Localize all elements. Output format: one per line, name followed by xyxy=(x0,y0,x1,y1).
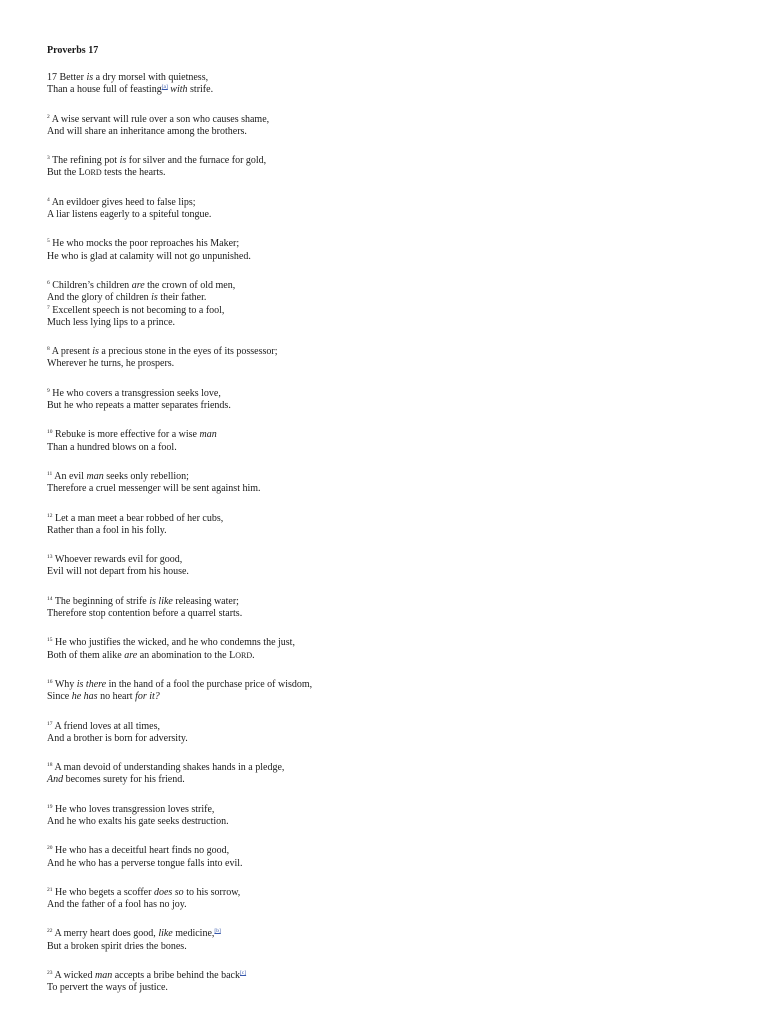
verse-19 xyxy=(47,804,727,829)
verse-number: 6 xyxy=(47,279,50,286)
italic-text: does so xyxy=(153,886,184,898)
verse-text: seeks only rebellion; xyxy=(103,470,189,482)
italic-text: are xyxy=(131,279,145,291)
italic-text: is there xyxy=(76,678,107,690)
verse-text: an abomination to the L xyxy=(137,649,236,661)
verse-text: And a brother is born for adversity. xyxy=(47,732,188,744)
verse-text: Therefore a cruel messenger will be sent against him. xyxy=(47,483,261,495)
verse-line xyxy=(47,733,727,745)
verse-text: Children’s children xyxy=(49,279,132,291)
verse-number: 16 xyxy=(47,678,53,685)
verse-15 xyxy=(47,637,727,662)
verse-number: 19 xyxy=(47,803,53,810)
verse-17 xyxy=(47,721,727,746)
verse-line xyxy=(47,280,727,292)
verse-text: A liar listens eagerly to a spiteful tongue. xyxy=(47,209,212,221)
verse-text: Wherever he turns, he prospers. xyxy=(47,358,175,370)
verse-line xyxy=(47,608,727,620)
verse-line xyxy=(47,982,727,994)
verse-text: Let a man meet a bear robbed of her cubs, xyxy=(52,512,224,524)
verse-line xyxy=(47,197,727,209)
verse-text: A man devoid of understanding shakes hands in a pledge, xyxy=(52,762,285,774)
footnote-link[interactable]: [b] xyxy=(214,928,221,935)
verse-text: He who loves transgression loves strife, xyxy=(52,803,215,815)
italic-text: are xyxy=(124,649,138,661)
verse-line xyxy=(47,691,727,703)
verse-line xyxy=(47,928,727,940)
verse-23 xyxy=(47,970,727,995)
verse-text: The beginning of strife xyxy=(52,595,150,607)
italic-text: with xyxy=(170,84,188,96)
verse-text: . xyxy=(252,649,255,661)
verse-9 xyxy=(47,388,727,413)
verse-text: ORD xyxy=(84,168,102,178)
verse-number: 3 xyxy=(47,155,50,162)
verse-text: He who begets a scoffer xyxy=(52,886,154,898)
verse-number: 23 xyxy=(47,970,53,977)
verse-10 xyxy=(47,429,727,454)
verse-text: But the L xyxy=(47,167,85,179)
verse-line xyxy=(47,970,727,982)
italic-text: for it? xyxy=(135,691,160,703)
verse-number: 17 xyxy=(47,720,53,727)
verse-text: Much less lying lips to a prince. xyxy=(47,316,176,328)
verse-text: ORD xyxy=(235,650,253,660)
footnote-link[interactable]: [c] xyxy=(239,970,247,977)
verse-number: 8 xyxy=(47,346,50,353)
verse-text: accepts a bribe behind the back xyxy=(112,970,240,982)
verse-text: Whoever rewards evil for good, xyxy=(52,554,183,566)
verse-line xyxy=(47,155,727,167)
verse-text: Evil will not depart from his house. xyxy=(47,566,189,578)
verse-number: 7 xyxy=(47,304,50,311)
verse-line xyxy=(47,209,727,221)
italic-text: like xyxy=(158,928,173,940)
italic-text: is xyxy=(92,346,99,358)
verse-text: An evil xyxy=(52,470,87,482)
verse-text: becomes surety for his friend. xyxy=(63,774,185,786)
verse-line xyxy=(47,513,727,525)
verse-number: 20 xyxy=(47,845,53,852)
verse-18 xyxy=(47,762,727,787)
verse-number: 4 xyxy=(47,196,50,203)
verse-line xyxy=(47,305,727,317)
verse-line xyxy=(47,721,727,733)
verse-line xyxy=(47,388,727,400)
verse-list xyxy=(47,72,727,995)
verse-line xyxy=(47,442,727,454)
verse-text: Both of them alike xyxy=(47,649,125,661)
verse-line xyxy=(47,774,727,786)
verse-line xyxy=(47,429,727,441)
verse-line xyxy=(47,483,727,495)
verse-number: 5 xyxy=(47,238,50,245)
verse-text: strife. xyxy=(187,84,214,96)
verse-text: And he who exalts his gate seeks destruction. xyxy=(47,815,229,827)
italic-text: And xyxy=(47,774,64,786)
verse-line xyxy=(47,596,727,608)
verse-13 xyxy=(47,554,727,579)
chapter-title: Proverbs 17 xyxy=(47,45,99,56)
verse-text: And will share an inheritance among the brothers. xyxy=(47,125,247,137)
verse-line xyxy=(47,317,727,329)
verse-number: 17 xyxy=(47,72,57,83)
verse-number: 13 xyxy=(47,554,53,561)
verse-text: A present xyxy=(49,346,93,358)
verse-text: medicine, xyxy=(172,928,215,940)
verse-4 xyxy=(47,197,727,222)
verse-line xyxy=(47,84,727,96)
verse-line xyxy=(47,637,727,649)
italic-text: he has xyxy=(71,691,98,703)
verse-line xyxy=(47,899,727,911)
verse-line xyxy=(47,941,727,953)
verse-text: releasing water; xyxy=(172,595,239,607)
verse-number: 12 xyxy=(47,512,53,519)
verse-text: And the glory of children xyxy=(47,292,152,304)
italic-text: is xyxy=(119,155,127,167)
verse-text: Rather than a fool in his folly. xyxy=(47,524,167,536)
verse-text: Excellent speech is not becoming to a fool, xyxy=(49,304,225,316)
verse-line xyxy=(47,762,727,774)
verse-1 xyxy=(47,72,727,97)
verse-text: He who justifies the wicked, and he who condemns the just, xyxy=(52,637,295,649)
verse-number: 14 xyxy=(47,595,53,602)
verse-14 xyxy=(47,596,727,621)
verse-text: Therefore stop contention before a quarrel starts. xyxy=(47,608,243,620)
verse-text: A wise servant will rule over a son who causes shame, xyxy=(49,113,270,125)
verse-line xyxy=(47,566,727,578)
verse-line xyxy=(47,292,727,304)
verse-5 xyxy=(47,238,727,263)
verse-line xyxy=(47,816,727,828)
verse-text: He who covers a transgression seeks love, xyxy=(49,387,221,399)
verse-text: the crown of old men, xyxy=(144,279,236,291)
verse-line xyxy=(47,346,727,358)
italic-text: is xyxy=(151,292,158,304)
italic-text: man xyxy=(199,429,217,441)
verse-text: A wicked xyxy=(52,970,95,982)
verse-text: no heart xyxy=(97,691,136,703)
verse-text: An evildoer gives heed to false lips; xyxy=(49,196,196,208)
verse-line xyxy=(47,126,727,138)
verse-line xyxy=(47,114,727,126)
verse-text: He who mocks the poor reproaches his Maker; xyxy=(49,238,240,250)
verse-12 xyxy=(47,513,727,538)
verse-line xyxy=(47,804,727,816)
verse-text: a precious stone in the eyes of its possessor; xyxy=(98,346,278,358)
verse-text: A merry heart does good, xyxy=(52,928,159,940)
verse-number: 2 xyxy=(47,113,50,120)
verse-3 xyxy=(47,155,727,180)
verse-line xyxy=(47,845,727,857)
verse-text: a dry morsel with quietness, xyxy=(93,72,209,83)
verse-line xyxy=(47,650,727,662)
verse-21 xyxy=(47,887,727,912)
verse-8 xyxy=(47,346,727,371)
italic-text: man xyxy=(95,970,113,982)
verse-line xyxy=(47,72,727,84)
verse-line xyxy=(47,167,727,179)
verse-11 xyxy=(47,471,727,496)
verse-text: But a broken spirit dries the bones. xyxy=(47,940,187,952)
verse-line xyxy=(47,554,727,566)
verse-number: 21 xyxy=(47,886,53,893)
verse-20 xyxy=(47,845,727,870)
verse-line xyxy=(47,238,727,250)
verse-line xyxy=(47,887,727,899)
verse-16 xyxy=(47,679,727,704)
verse-22 xyxy=(47,928,727,953)
verse-text: And the father of a fool has no joy. xyxy=(47,899,187,911)
verse-text: And he who has a perverse tongue falls into evil. xyxy=(47,857,243,869)
italic-text: is xyxy=(86,72,94,83)
verse-text: for silver and the furnace for gold, xyxy=(126,155,267,167)
verse-text: Than a hundred blows on a fool. xyxy=(47,441,177,453)
verse-text: tests the hearts. xyxy=(101,167,166,179)
verse-text: Better xyxy=(57,72,87,83)
verse-number: 10 xyxy=(47,429,53,436)
footnote-link[interactable]: [a] xyxy=(161,84,168,91)
verse-number: 11 xyxy=(47,470,53,477)
verse-text: Rebuke is more effective for a wise xyxy=(52,429,200,441)
verse-line xyxy=(47,400,727,412)
verse-text: He who has a deceitful heart finds no good, xyxy=(52,845,230,857)
verse-line xyxy=(47,525,727,537)
verse-text: The refining pot xyxy=(49,155,120,167)
italic-text: is like xyxy=(149,595,173,607)
verse-text: their father. xyxy=(157,292,207,304)
verse-text: But he who repeats a matter separates friends. xyxy=(47,400,231,412)
verse-text: He who is glad at calamity will not go unpunished. xyxy=(47,250,251,262)
document-page xyxy=(47,45,727,995)
verse-7 xyxy=(47,305,727,330)
verse-line xyxy=(47,858,727,870)
verse-line xyxy=(47,358,727,370)
verse-text: To pervert the ways of justice. xyxy=(47,982,168,994)
verse-2 xyxy=(47,114,727,139)
verse-text: Why xyxy=(52,678,77,690)
verse-text: Than a house full of feasting xyxy=(47,84,162,96)
verse-text: A friend loves at all times, xyxy=(52,720,160,732)
verse-text: Since xyxy=(47,691,72,703)
italic-text: man xyxy=(86,470,104,482)
verse-text: in the hand of a fool the purchase price of wisdom, xyxy=(106,678,313,690)
verse-number: 15 xyxy=(47,637,53,644)
verse-line xyxy=(47,471,727,483)
verse-line xyxy=(47,679,727,691)
verse-number: 9 xyxy=(47,387,50,394)
verse-number: 22 xyxy=(47,928,53,935)
verse-number: 18 xyxy=(47,762,53,769)
verse-text: to his sorrow, xyxy=(183,886,241,898)
verse-line xyxy=(47,251,727,263)
verse-6 xyxy=(47,280,727,305)
